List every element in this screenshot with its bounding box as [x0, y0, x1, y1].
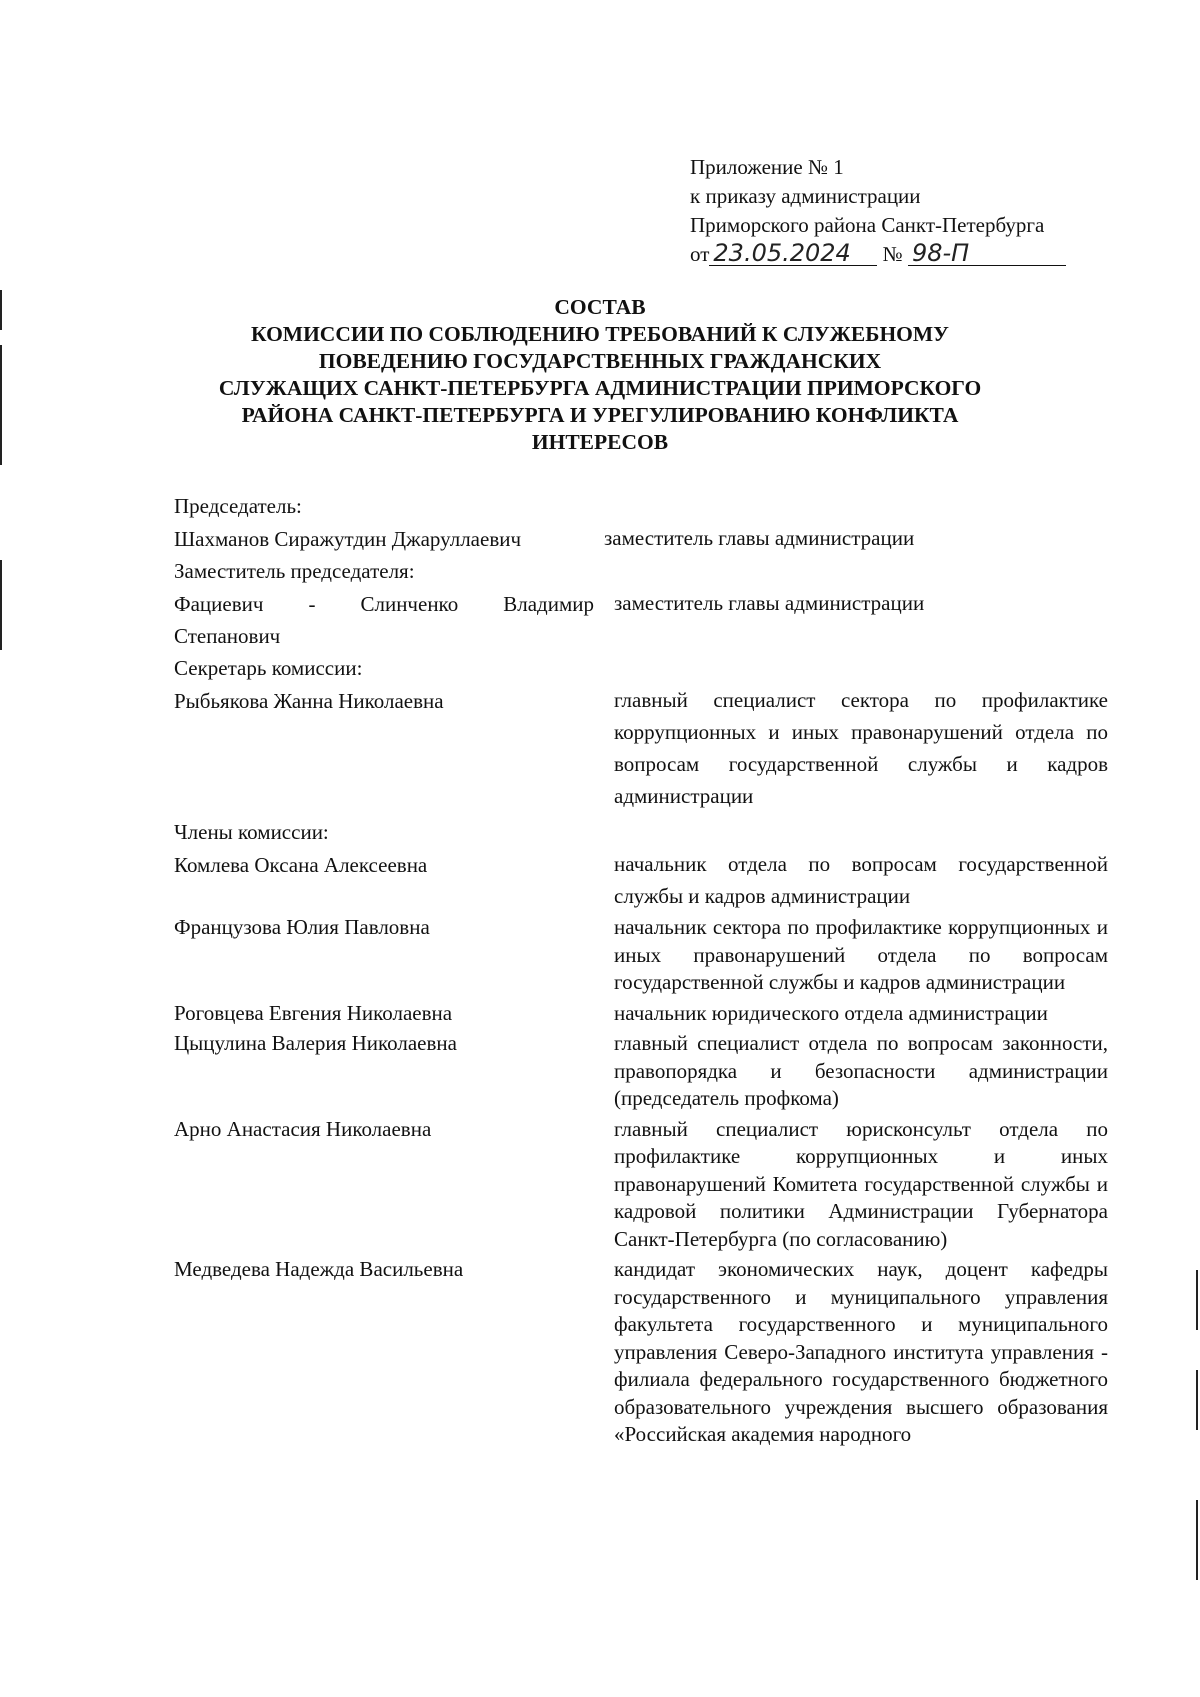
deputy-name-line — [174, 588, 594, 620]
member-row — [174, 848, 1108, 912]
title-line: ПОВЕДЕНИЮ ГОСУДАРСТВЕННЫХ ГРАЖДАНСКИХ — [318, 349, 882, 373]
handwritten-date: 23.05.2024 — [709, 241, 877, 266]
member-role: главный специалист отдела по вопросам законности, правопорядка и безопасности администрации (председатель профкома) — [614, 1031, 1108, 1110]
member-role: начальник сектора по профилактике коррупционных и иных правонарушений отдела по вопросам государственной службы и кадров администрации — [614, 915, 1108, 994]
member-name: Французова Юлия Павловна — [174, 915, 430, 939]
member-role: заместитель главы администрации — [614, 591, 925, 615]
title-line: ИНТЕРЕСОВ — [531, 430, 669, 454]
member-row — [174, 1000, 1108, 1028]
title-line: СЛУЖАЩИХ САНКТ-ПЕТЕРБУРГА АДМИНИСТРАЦИИ ПРИМОРСКОГО — [218, 376, 982, 400]
member-name: Комлева Оксана Алексеевна — [174, 853, 428, 877]
order-date-number — [690, 240, 1066, 269]
members-label: Члены комиссии: — [174, 820, 329, 844]
member-row — [174, 1116, 1108, 1254]
name-part: Степанович — [174, 624, 281, 648]
chairman-row — [174, 522, 1108, 555]
chairman-label: Председатель: — [174, 494, 302, 518]
title-line: СОСТАВ — [554, 295, 646, 319]
number-prefix: № — [882, 242, 903, 266]
member-role: главный специалист сектора по профилактике коррупционных и иных правонарушений отдела по вопросам государственной службы и кадров администрации — [614, 688, 1108, 808]
member-name: Медведева Надежда Васильевна — [174, 1257, 464, 1281]
handwritten-number: 98-П — [908, 241, 1066, 266]
member-role: главный специалист юрисконсульт отдела по профилактике коррупционных и иных правонарушений Комитета государственной службы и кадровой политики Администрации Губернатора Санкт-Петербурга (по согласованию) — [614, 1116, 1108, 1251]
scan-edge-mark — [1196, 1270, 1198, 1330]
member-role: кандидат экономических наук, доцент кафедры государственного и муниципального управления факультета государственного и муниципального управления Северо-Западного института управления - филиала федерального государственного бюджетного образовательного учреждения высшего образования «Российская академия народного — [614, 1257, 1108, 1446]
member-role: начальник юридического отдела администрации — [614, 1000, 1048, 1025]
member-name: Арно Анастасия Николаевна — [174, 1116, 432, 1141]
date-prefix: от — [690, 242, 710, 266]
member-row — [174, 1256, 1108, 1449]
name-part: - — [308, 592, 316, 616]
member-name — [174, 587, 614, 652]
appendix-line: Приморского района Санкт-Петербурга — [690, 213, 1045, 237]
appendix-line: Приложение № 1 — [690, 155, 844, 179]
member-row — [174, 914, 1108, 997]
appendix-line: к приказу администрации — [690, 184, 921, 208]
name-part: Слинченко — [360, 592, 459, 616]
member-role: начальник отдела по вопросам государственной службы и кадров администрации — [614, 852, 1108, 908]
document-title — [0, 294, 1200, 456]
appendix-header — [690, 153, 1066, 269]
name-part: Фациевич — [174, 592, 264, 616]
name-part: Владимир — [503, 592, 594, 616]
secretary-label: Секретарь комиссии: — [174, 656, 363, 680]
member-row — [174, 1030, 1108, 1113]
secretary-row — [174, 684, 1108, 812]
title-line: РАЙОНА САНКТ-ПЕТЕРБУРГА И УРЕГУЛИРОВАНИЮ КОНФЛИКТА — [241, 403, 959, 427]
member-name: Шахманов Сиражутдин Джаруллаевич — [174, 527, 522, 551]
title-line: КОМИССИИ ПО СОБЛЮДЕНИЮ ТРЕБОВАНИЙ К СЛУЖЕБНОМУ — [251, 322, 949, 346]
scan-edge-mark — [1196, 1370, 1198, 1430]
member-role: заместитель главы администрации — [604, 526, 915, 550]
scan-edge-mark — [0, 560, 2, 650]
commission-list — [174, 490, 1108, 1449]
scan-edge-mark — [1196, 1500, 1198, 1580]
deputy-label: Заместитель председателя: — [174, 559, 415, 583]
member-name: Цыцулина Валерия Николаевна — [174, 1031, 457, 1055]
member-name: Роговцева Евгения Николаевна — [174, 1000, 453, 1025]
member-name: Рыбьякова Жанна Николаевна — [174, 689, 444, 713]
deputy-row — [174, 587, 1108, 652]
